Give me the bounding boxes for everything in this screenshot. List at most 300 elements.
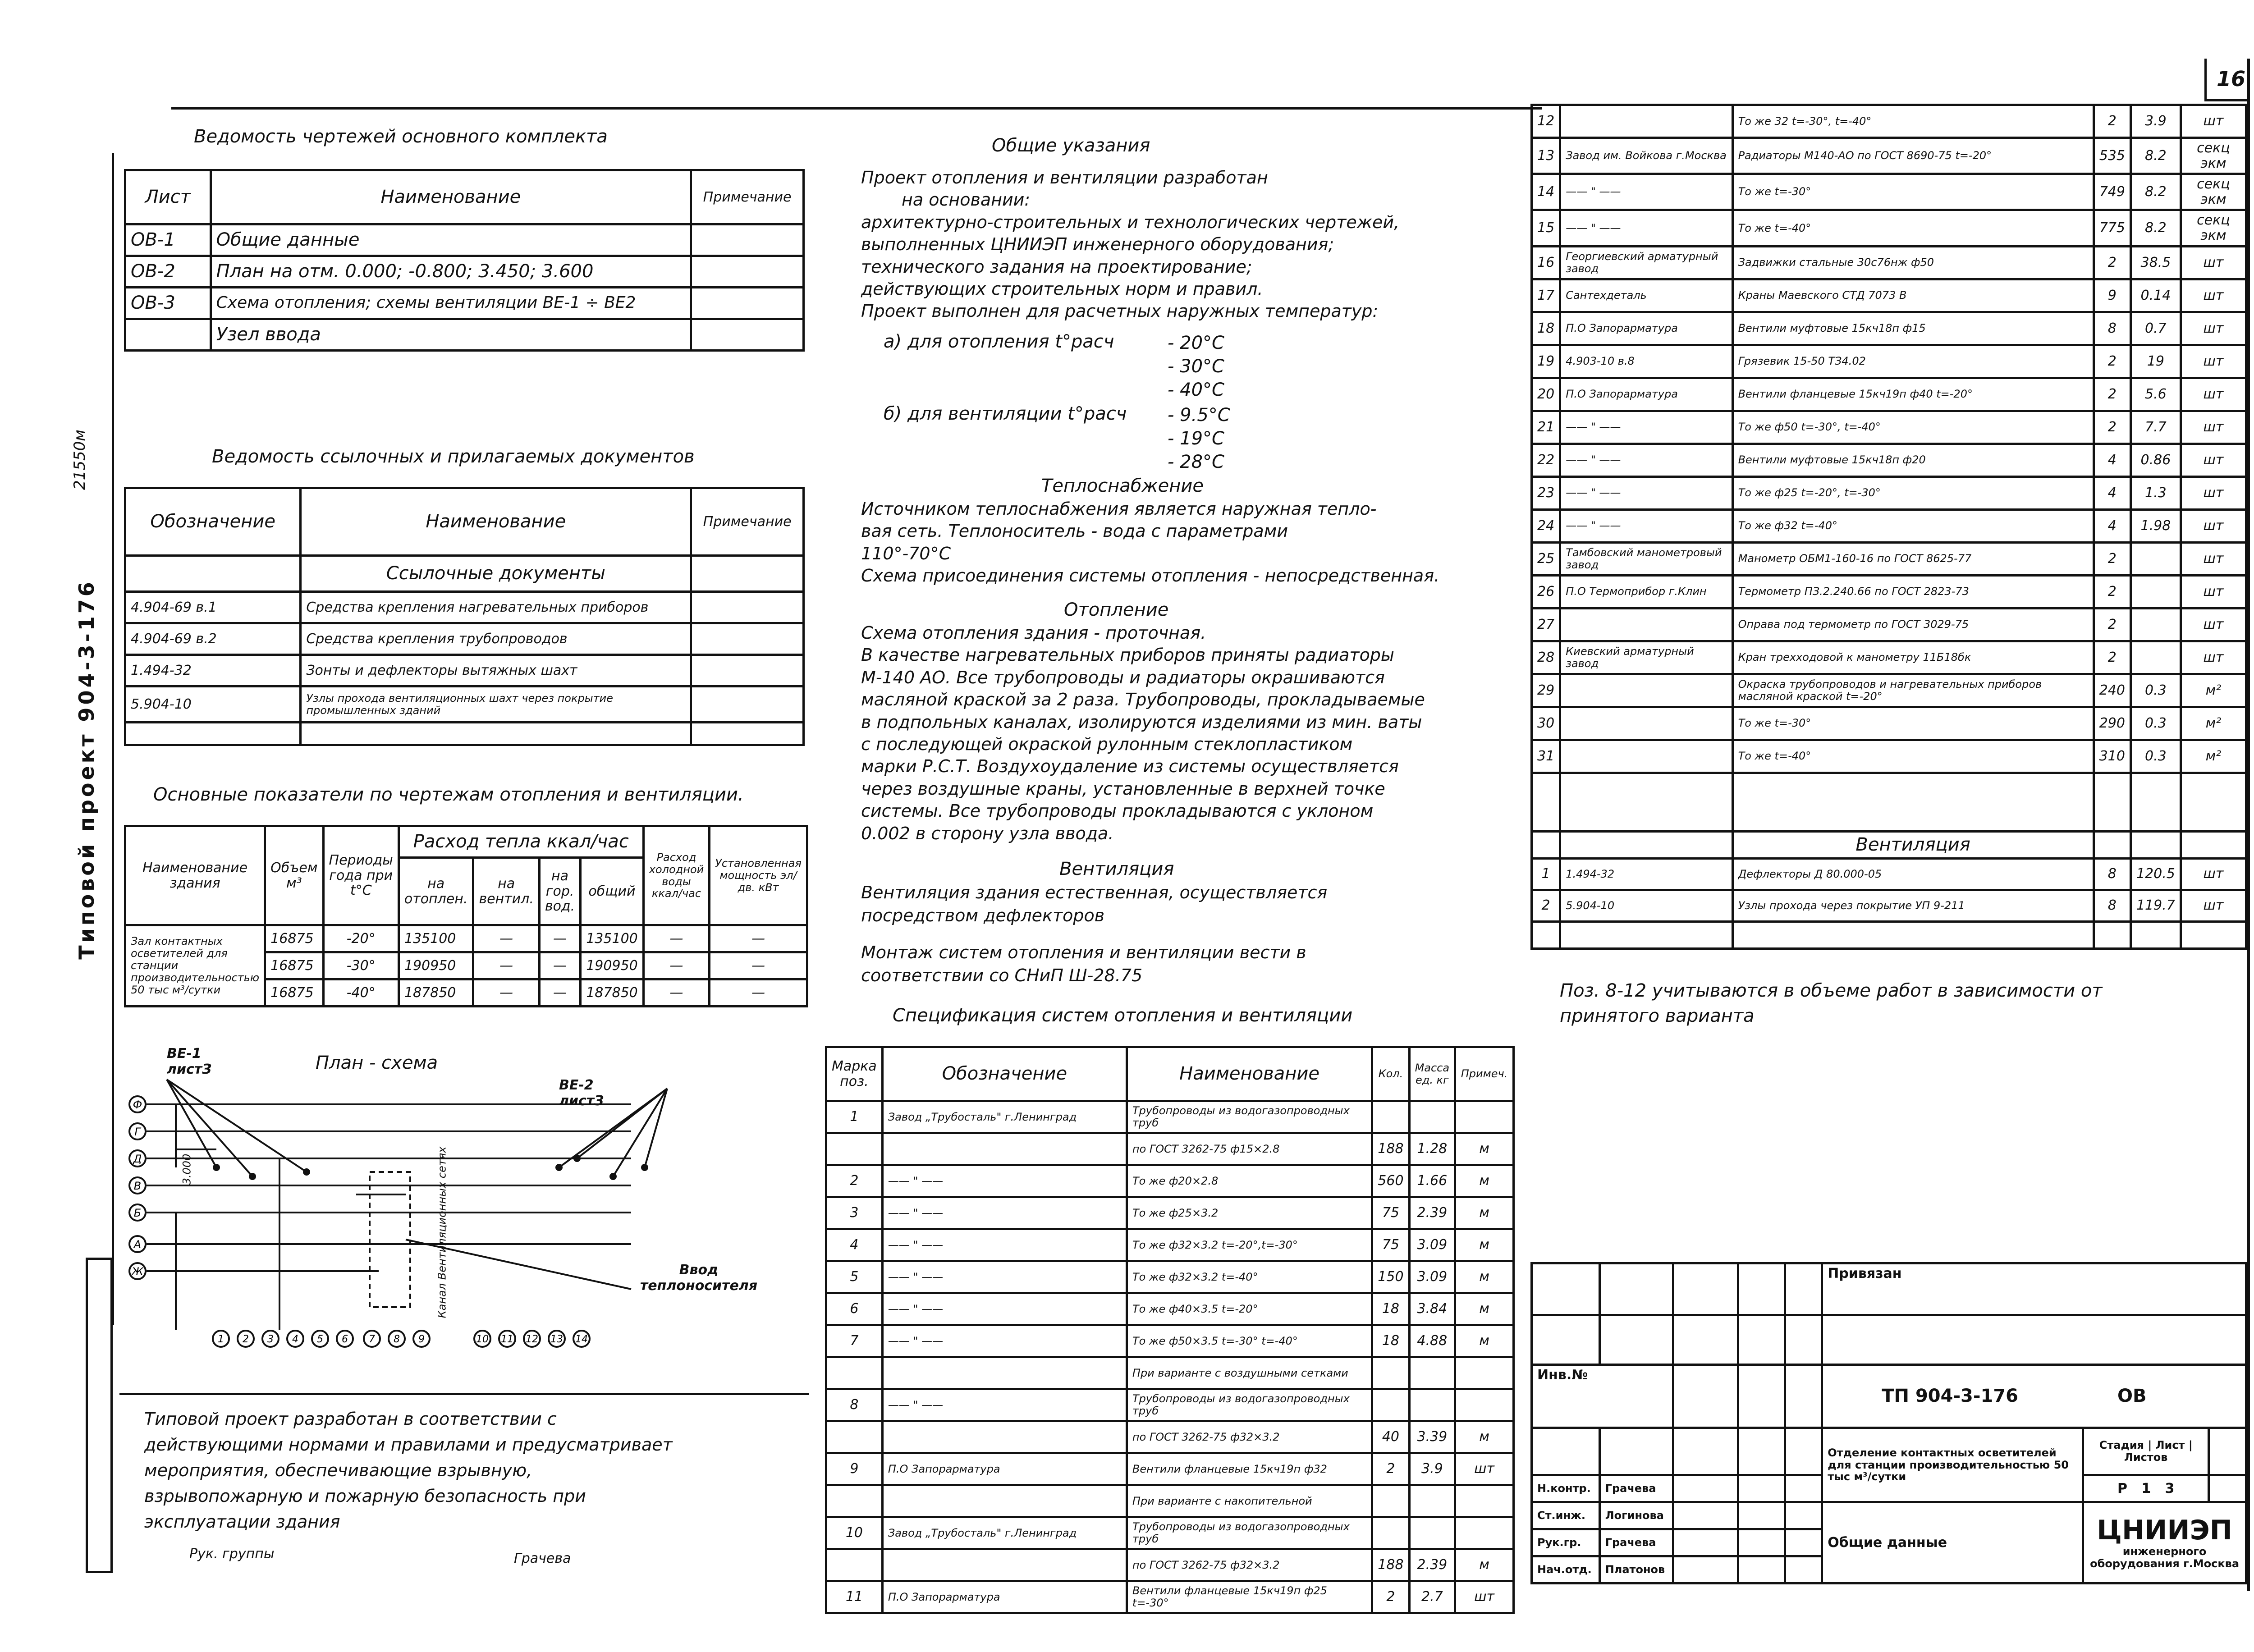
cell: 0.86 — [2130, 444, 2181, 476]
cell: 2 — [2094, 575, 2130, 608]
col-header-note: Примечание — [691, 488, 804, 556]
cell: При варианте с накопительной — [1127, 1485, 1372, 1517]
cell — [882, 1133, 1127, 1165]
sheet-label: Лист — [2155, 1439, 2185, 1452]
references-table — [124, 487, 805, 746]
cell — [2209, 1428, 2246, 1475]
table-row — [1532, 890, 2246, 921]
cell: — — [473, 979, 539, 1007]
cell: Манометр ОБМ1-160-16 по ГОСТ 8625-77 — [1732, 542, 2094, 575]
cell: 3 — [826, 1197, 883, 1229]
cell — [1738, 1502, 1785, 1529]
text-line: Монтаж систем отопления и вентиляции вести в — [861, 942, 1306, 962]
cell: ОВ-3 — [125, 288, 211, 319]
cell: Общие данные — [211, 224, 691, 256]
cell: 2.39 — [1409, 1197, 1455, 1229]
table-row — [826, 1293, 1514, 1325]
cell — [1560, 921, 1732, 948]
text-line: масляной краской за 2 раза. Трубопроводы, прокладываемые — [861, 690, 1425, 710]
table-row — [1532, 210, 2246, 246]
cell: м — [1455, 1549, 1514, 1581]
cell: 240 — [2094, 674, 2130, 707]
cell: 5.6 — [2130, 378, 2181, 411]
cell: 4.903-10 в.8 — [1560, 345, 1732, 378]
cell: 0.3 — [2130, 740, 2181, 773]
cell: м — [1455, 1229, 1514, 1261]
cell: То же ф25×3.2 — [1127, 1197, 1372, 1229]
cell: П.О Запорарматура — [882, 1453, 1127, 1485]
col-header-mark: Марка поз. — [826, 1047, 883, 1101]
cell: —— " —— — [1560, 210, 1732, 246]
cell: 27 — [1532, 608, 1560, 641]
axis-row-label: Г — [134, 1126, 141, 1138]
cell: — — [710, 952, 807, 979]
cell — [1673, 1263, 1738, 1315]
cell: 24 — [1532, 509, 1560, 542]
table-row — [826, 1165, 1514, 1197]
cell — [1560, 773, 1732, 831]
table-row — [1532, 174, 2246, 210]
text-line: 110°-70°С — [861, 543, 951, 563]
table-row — [1532, 105, 2246, 138]
cell — [826, 1549, 883, 1581]
cell: м — [1455, 1197, 1514, 1229]
cell: 188 — [1372, 1133, 1409, 1165]
side-project-label-2: 21550м — [70, 430, 89, 490]
temp-value: - 30°С — [1168, 356, 1224, 377]
table-row — [1532, 345, 2246, 378]
axis-row-label: Д — [133, 1153, 142, 1165]
cell: 0.3 — [2130, 707, 2181, 740]
org-name: ЦНИИЭП — [2097, 1515, 2232, 1547]
table-row — [125, 925, 807, 952]
cell: —— " —— — [882, 1229, 1127, 1261]
cell: П.О Запорарматура — [1560, 378, 1732, 411]
signature — [1673, 1502, 1738, 1529]
sheet-value: 1 — [2141, 1480, 2151, 1496]
cell: 2 — [2094, 378, 2130, 411]
cell: 310 — [2094, 740, 2130, 773]
side-project-label: Типовой проект 904-3-176 — [74, 579, 99, 960]
cell: 120.5 — [2130, 858, 2181, 890]
role: Рук.гр. — [1532, 1529, 1600, 1556]
border-left-line — [112, 153, 114, 1325]
col-header-notes: Примеч. — [1455, 1047, 1514, 1101]
col-header-building: Наименование здания — [125, 826, 265, 925]
plan-title: План - схема — [316, 1053, 438, 1073]
cell: — — [539, 952, 580, 979]
cell: 5 — [826, 1261, 883, 1293]
cell: — — [539, 979, 580, 1007]
cell: шт — [2181, 105, 2246, 138]
vent-temp-label: б) для вентиляции t°расч — [884, 403, 1127, 424]
axis-column-label: 4 — [292, 1334, 298, 1345]
cell — [2130, 542, 2181, 575]
cell: 187850 — [399, 979, 473, 1007]
cell: То же ф32×3.2 t=-40° — [1127, 1261, 1372, 1293]
cell — [691, 723, 804, 745]
temp-value: - 19°С — [1168, 428, 1224, 449]
cell: 12 — [1532, 105, 1560, 138]
cell: 749 — [2094, 174, 2130, 210]
general-title: Общие указания — [992, 135, 1150, 156]
table-row — [826, 1261, 1514, 1293]
table-row — [1532, 411, 2246, 444]
table-row — [826, 1549, 1514, 1581]
cell — [125, 556, 301, 592]
cell — [826, 1357, 883, 1389]
typical-note-name: Грачева — [514, 1551, 571, 1566]
temp-value: - 9.5°С — [1168, 405, 1230, 426]
cell: ОВ-1 — [125, 224, 211, 256]
table-row — [1532, 509, 2246, 542]
cell: по ГОСТ 3262-75 ф32×3.2 — [1127, 1549, 1372, 1581]
cell — [1409, 1101, 1455, 1133]
cell: Краны Маевского СТД 7073 В — [1732, 279, 2094, 312]
spec-title: Спецификация систем отопления и вентиляции — [893, 1005, 1353, 1026]
vent-temps — [1168, 403, 1230, 474]
cell: 0.14 — [2130, 279, 2181, 312]
cell: шт — [1455, 1581, 1514, 1613]
cell: —— " —— — [1560, 174, 1732, 210]
cell: шт — [2181, 312, 2246, 345]
cell: 9 — [826, 1453, 883, 1485]
indicators-table — [124, 825, 808, 1007]
cell: шт — [2181, 890, 2246, 921]
table-row — [1532, 575, 2246, 608]
cell — [1372, 1517, 1409, 1549]
border-right-line — [2247, 59, 2250, 1591]
cell — [882, 1549, 1127, 1581]
cell: 3.9 — [1409, 1453, 1455, 1485]
cell: -40° — [323, 979, 399, 1007]
cell: 775 — [2094, 210, 2130, 246]
cell — [1455, 1485, 1514, 1517]
cell — [826, 1133, 883, 1165]
cell — [125, 723, 301, 745]
cell — [2130, 641, 2181, 674]
cell: шт — [2181, 509, 2246, 542]
cell: Средства крепления трубопроводов — [301, 623, 691, 655]
text-line: 0.002 в сторону узла ввода. — [861, 823, 1114, 843]
cell: 16 — [1532, 246, 1560, 279]
cell: 290 — [2094, 707, 2130, 740]
cell: м² — [2181, 674, 2246, 707]
cell: 8.2 — [2130, 210, 2181, 246]
project-mark: ОВ — [2117, 1386, 2147, 1407]
cell: 0.7 — [2130, 312, 2181, 345]
table-row — [826, 1517, 1514, 1549]
cell — [125, 319, 211, 351]
cell: Средства крепления нагревательных приборов — [301, 592, 691, 623]
cell: 7 — [826, 1325, 883, 1357]
cell — [882, 1485, 1127, 1517]
project-code — [1822, 1365, 2246, 1428]
table-row — [826, 1325, 1514, 1357]
cell: 3.09 — [1409, 1229, 1455, 1261]
ventilation-title: Вентиляция — [1059, 859, 1174, 879]
text-line: системы. Все трубопроводы прокладываются с уклоном — [861, 801, 1374, 821]
axis-column-label: 13 — [550, 1334, 563, 1345]
text-line: с последующей окраской рулонным стеклопластиком — [861, 734, 1353, 754]
cell: 21 — [1532, 411, 1560, 444]
cell — [691, 256, 804, 288]
cell: —— " —— — [882, 1293, 1127, 1325]
cell — [826, 1485, 883, 1517]
cell: шт — [2181, 444, 2246, 476]
axis-column-label: 10 — [476, 1334, 489, 1345]
cell — [882, 1357, 1127, 1389]
table-row — [826, 1229, 1514, 1261]
text-line — [861, 928, 1327, 941]
cell: Окраска трубопроводов и нагревательных приборов масляной краской t=-20° — [1732, 674, 2094, 707]
cell: 8.2 — [2130, 138, 2181, 174]
cell: Термометр ПЗ.2.240.66 по ГОСТ 2823-73 — [1732, 575, 2094, 608]
cell: 5.904-10 — [1560, 890, 1732, 921]
cell: Узлы прохода вентиляционных шахт через покрытие промышленных зданий — [301, 686, 691, 723]
table-row — [125, 686, 804, 723]
cell — [1599, 1315, 1673, 1365]
cell: м — [1455, 1421, 1514, 1453]
cell: — — [643, 952, 709, 979]
heating-temps — [1168, 331, 1224, 402]
table-row — [1532, 858, 2246, 890]
cell — [2130, 575, 2181, 608]
cell: То же t=-30° — [1732, 707, 2094, 740]
cell — [691, 686, 804, 723]
axis-column-label: 12 — [526, 1334, 538, 1345]
cell: шт — [2181, 345, 2246, 378]
cell: шт — [1455, 1453, 1514, 1485]
cell — [1822, 1315, 2246, 1365]
col-header-volume: Объем м³ — [265, 826, 323, 925]
cell: -30° — [323, 952, 399, 979]
typical-note-text: Типовой проект разработан в соответствии с действующими нормами и правилами и предусматривает мероприятия, обеспечивающие взрывную, взрывопожарную и пожарную безопасность при эксплуатации здания — [144, 1409, 673, 1532]
col-header-qty: Кол. — [1372, 1047, 1409, 1101]
cell: Вентили фланцевые 15кч19п ф25 t=-30° — [1127, 1581, 1372, 1613]
cell: —— " —— — [882, 1165, 1127, 1197]
cell: шт — [2181, 378, 2246, 411]
cell: 28 — [1532, 641, 1560, 674]
cell: 10 — [826, 1517, 883, 1549]
cell — [1738, 1529, 1785, 1556]
person: Грачева — [1599, 1475, 1673, 1502]
cell: —— " —— — [1560, 509, 1732, 542]
cell: 1 — [1532, 858, 1560, 890]
table-row — [826, 1421, 1514, 1453]
cell: 4.904-69 в.1 — [125, 592, 301, 623]
cell: 75 — [1372, 1197, 1409, 1229]
cell: 2 — [2094, 641, 2130, 674]
signature — [1673, 1475, 1738, 1502]
axis-column-label: 1 — [218, 1334, 224, 1345]
table-row — [1532, 674, 2246, 707]
cell — [2181, 831, 2246, 858]
text-line: соответствии со СНиП Ш-28.75 — [861, 965, 1143, 985]
table-row — [826, 1485, 1514, 1517]
cell: То же ф32×3.2 t=-20°,t=-30° — [1127, 1229, 1372, 1261]
cell: Зал контактных осветителей для станции производительностью 50 тыс м³/сутки — [125, 925, 265, 1007]
cell: шт — [2181, 858, 2246, 890]
cell: 2 — [2094, 105, 2130, 138]
cell: 2 — [2094, 542, 2130, 575]
spec-note: Поз. 8-12 учитываются в объеме работ в зависимости от принятого варианта — [1560, 980, 2103, 1026]
cell: То же 32 t=-30°, t=-40° — [1732, 105, 2094, 138]
cell: 1.494-32 — [125, 655, 301, 686]
table-row — [1532, 608, 2246, 641]
general-line: Проект отопления и вентиляции разработан — [861, 168, 1268, 188]
col-header-power: Установленная мощность эл/дв. кВт — [710, 826, 807, 925]
cell: 2 — [1532, 890, 1560, 921]
section-label: Ссылочные документы — [301, 556, 691, 592]
cell — [1599, 1263, 1673, 1315]
cell: м² — [2181, 740, 2246, 773]
cell — [1532, 831, 1560, 858]
cell — [691, 224, 804, 256]
table-row — [1532, 279, 2246, 312]
cell: Киевский арматурный завод — [1560, 641, 1732, 674]
cell: 3.9 — [2130, 105, 2181, 138]
general-para1 — [861, 167, 1399, 323]
cell: 5.904-10 — [125, 686, 301, 723]
cell — [1738, 1315, 1785, 1365]
cell: шт — [2181, 575, 2246, 608]
cell — [691, 556, 804, 592]
sheets-value: 3 — [2165, 1480, 2175, 1496]
plan-label-ve2: ВЕ-2 листЗ — [559, 1077, 604, 1109]
role: Н.контр. — [1532, 1475, 1600, 1502]
table-row — [125, 288, 804, 319]
cell — [1532, 773, 1560, 831]
cell: 40 — [1372, 1421, 1409, 1453]
sheets-label: Листов — [2124, 1451, 2168, 1464]
cell: по ГОСТ 3262-75 ф15×2.8 — [1127, 1133, 1372, 1165]
cell: 8.2 — [2130, 174, 2181, 210]
table-row — [125, 592, 804, 623]
cell — [1560, 105, 1732, 138]
cell: Вентили муфтовые 15кч18п ф20 — [1732, 444, 2094, 476]
cell — [691, 655, 804, 686]
cell — [1455, 1357, 1514, 1389]
ventilation-text — [861, 881, 1327, 987]
cell: м — [1455, 1325, 1514, 1357]
temp-value: - 20°С — [1168, 333, 1224, 353]
cell: секц экм — [2181, 174, 2246, 210]
cell: Георгиевский арматурный завод — [1560, 246, 1732, 279]
cell: 19 — [1532, 345, 1560, 378]
text-line: М-140 АО. Все трубопроводы и радиаторы окрашиваются — [861, 667, 1385, 687]
cell: шт — [2181, 608, 2246, 641]
col-header-designation: Обозначение — [125, 488, 301, 556]
cell: 25 — [1532, 542, 1560, 575]
cell: 119.7 — [2130, 890, 2181, 921]
axis-column-label: 2 — [243, 1334, 249, 1345]
cell: 11 — [826, 1581, 883, 1613]
axis-row-label: Б — [133, 1207, 142, 1219]
cell: 1 — [826, 1101, 883, 1133]
table-row — [1532, 246, 2246, 279]
table-row — [125, 224, 804, 256]
cell: — — [539, 925, 580, 952]
col-header-periods: Периоды года при t°С — [323, 826, 399, 925]
col-header-name: Наименование — [211, 170, 691, 224]
cell — [1673, 1428, 1738, 1475]
cell — [1732, 921, 2094, 948]
table-row — [1532, 444, 2246, 476]
cell: 1.3 — [2130, 476, 2181, 509]
cell: м — [1455, 1261, 1514, 1293]
cell: 17 — [1532, 279, 1560, 312]
cell: 38.5 — [2130, 246, 2181, 279]
cell — [2181, 773, 2246, 831]
cell: Дефлекторы Д 80.000-05 — [1732, 858, 2094, 890]
table-row — [826, 1581, 1514, 1613]
spec-cont-table — [1530, 104, 2247, 950]
cell: 150 — [1372, 1261, 1409, 1293]
plan-dimension: 3.000 — [180, 1153, 193, 1185]
stage-label: Стадия — [2099, 1439, 2144, 1452]
table-row — [1532, 138, 2246, 174]
cell — [1560, 831, 1732, 858]
cell — [1532, 1315, 1600, 1365]
cell: 19 — [2130, 345, 2181, 378]
cell: 16875 — [265, 979, 323, 1007]
col-header-hot-water: на гор. вод. — [539, 858, 580, 925]
col-header-name: Наименование — [301, 488, 691, 556]
cell: — — [473, 952, 539, 979]
cell: То же ф20×2.8 — [1127, 1165, 1372, 1197]
col-header-ventilation: на вентил. — [473, 858, 539, 925]
cell: 18 — [1532, 312, 1560, 345]
col-header-name: Наименование — [1127, 1047, 1372, 1101]
plan-channel-label: Канал Вентиляционных сетях — [435, 1146, 449, 1318]
cell — [1738, 1475, 1785, 1502]
cell: То же ф50 t=-30°, t=-40° — [1732, 411, 2094, 444]
cell — [1732, 773, 2094, 831]
cell: Сантехдеталь — [1560, 279, 1732, 312]
cell — [2094, 773, 2130, 831]
cell: 187850 — [581, 979, 644, 1007]
cell: 190950 — [581, 952, 644, 979]
cell: Радиаторы М140-АО по ГОСТ 8690-75 t=-20° — [1732, 138, 2094, 174]
cell: м — [1455, 1293, 1514, 1325]
cell: 4.88 — [1409, 1325, 1455, 1357]
table-row — [1532, 641, 2246, 674]
cell: 190950 — [399, 952, 473, 979]
text-line: Схема отопления здания - проточная. — [861, 623, 1206, 643]
axis-column-label: 6 — [342, 1334, 348, 1345]
cell: 4 — [826, 1229, 883, 1261]
spec-body — [826, 1101, 1514, 1613]
cell: Трубопроводы из водогазопроводных труб — [1127, 1389, 1372, 1421]
cell: 8 — [2094, 858, 2130, 890]
plan-label-ve1: ВЕ-1 листЗ — [167, 1046, 212, 1077]
text-line: марки Р.С.Т. Воздухоудаление из системы осуществляется — [861, 756, 1399, 777]
cell — [1455, 1517, 1514, 1549]
cell — [1409, 1389, 1455, 1421]
table-row — [826, 1389, 1514, 1421]
heating-text — [861, 622, 1425, 845]
cell: 2 — [1372, 1453, 1409, 1485]
cell: 29 — [1532, 674, 1560, 707]
cell — [2130, 608, 2181, 641]
cell: То же ф32 t=-40° — [1732, 509, 2094, 542]
cell: То же ф50×3.5 t=-30° t=-40° — [1127, 1325, 1372, 1357]
axis-column-label: 14 — [575, 1334, 588, 1345]
person: Платонов — [1599, 1556, 1673, 1583]
role: Ст.инж. — [1532, 1502, 1600, 1529]
axis-column-label: 7 — [369, 1334, 375, 1345]
